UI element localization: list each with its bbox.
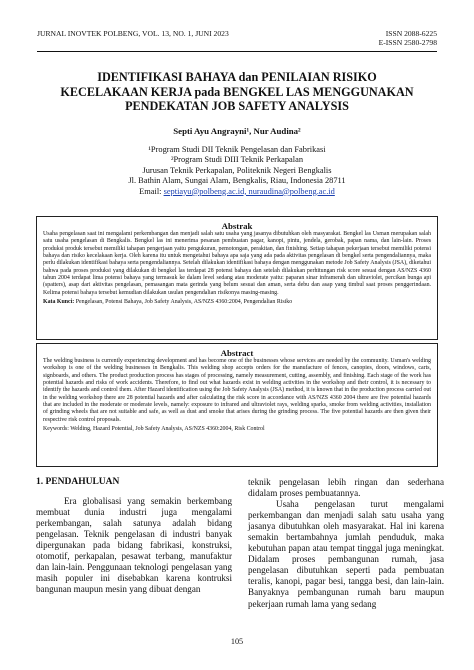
abstrak-box bbox=[36, 216, 438, 340]
kata-kunci-text: Pengelasan, Potensi Bahaya, Job Safety Analysis, AS/NZS 4360:2004, Pengendalian Risiko bbox=[75, 299, 293, 306]
abstract-body: The welding business is currently experiencing development and has become one of the businesses whose services are needed by the community. Usman's welding workshop is one of the welding businesses in Bengkalis. This welding shop accepts orders for the manufacture of fences, canopies, doors, windows, carts, signboards, and others. The product production process has stages of processing, namely measurement, cutting, assembly, and finishing. Each stage of the work has potential hazards and risks of work accidents. Therefore, to find out what hazards exist in welding activities in the workshop and their control, it is necessary to identify the hazards and control them. After Hazard identification using the Job Safety Analysis (JSA) method, it is known that in the production process carried out in the welding workshop there are 28 potential hazards and after calculating the risk score in accordance with AS/NZS 4360 2004 there are five potential hazards that are included in the moderate or moderate levels, namely: exposure to infrared and ultraviolet rays, welding sparks, smoke from welding activities, installation of grinding wheels that are not suitable and safe, as well as dust and smoke that arises during the grinding process. The five potential hazards are then given their respective risk control proposals. bbox=[43, 358, 431, 423]
email-line bbox=[30, 187, 444, 197]
keywords: Keywords: Welding, Hazard Potential, Job Safety Analysis, AS/NZS 4360:2004, Risk Control bbox=[43, 426, 265, 433]
email-link[interactable]: septiayu@polbeng.ac.id, nuraudina@polbeng.ac.id bbox=[163, 186, 335, 196]
journal-name: JURNAL INOVTEK POLBENG, VOL. 13, NO. 1, JUNI 2023 bbox=[37, 29, 229, 38]
abstract-box bbox=[36, 343, 438, 467]
abstrak-heading: Abstrak bbox=[221, 221, 253, 231]
title-line-1: IDENTIFIKASI BAHAYA dan PENILAIAN RISIKO bbox=[97, 70, 377, 84]
column-right bbox=[248, 477, 444, 610]
kata-kunci-label: Kata Kunci: bbox=[43, 299, 76, 306]
issn-online: E-ISSN 2580-2798 bbox=[378, 38, 437, 47]
intro-paragraph-2: Usaha pengelasan turut mengalami perkembangan dan menjadi salah satu usaha yang jasanya dibutuhkan oleh masyarakat. Hal ini karena semakin bertambahnya jumlah penduduk, maka kebutuhan papan atau tempat tinggal juga meningkat. Didalam proses pembangunan rumah, jasa pengelasan dibutuhkan seperti pada pembuatan teralis, kanopi, pagar besi, tangga besi, dan lain-lain. Banyaknya pembangunan rumah baru maupun pekerjaan rumah lama yang sedang bbox=[248, 499, 444, 609]
paper-title bbox=[30, 70, 444, 114]
email-label: Email: bbox=[139, 186, 164, 196]
affiliation-address: Jl. Bathin Alam, Sungai Alam, Bengkalis, Riau, Indonesia 28711 bbox=[128, 176, 346, 186]
intro-paragraph-1: Era globalisasi yang semakin berkembang membuat dunia industri juga mengalami perkembangan, salah satunya adalah bidang pengelasan. Teknik pengelasan di industri banyak dipergunakan pada bidang fabrikasi, konstruksi, otomotif, perkapalan, pesawat terbang, manufaktur dan lain-lain. Penggunaan teknologi pengelasan yang masih populer ini disebabkan karena kontruksi bangunan maupun mesin yang dibuat dengan bbox=[36, 496, 232, 595]
issn-block bbox=[379, 29, 437, 47]
header-rule bbox=[37, 51, 437, 52]
abstrak-body: Usaha pengelasan saat ini mengalami perkembangan dan menjadi salah satu usaha yang jasanya dibutuhkan oleh masyarakat. Bengkel las Usman merupakan salah satu usaha pengelasan di Bengkalis. Bengkel las ini menerima pesanan pembuatan pagar, kanopi, pintu, jendela, gerobak, papan nama, dan lain-lain. Proses produksi produk tersebut memiliki tahapan pengerjaan yaitu pengukuran, pemotongan, perakitan, dan finishing. Setiap tahapan pekerjaan tersebut memiliki potensi bahaya dan risiko kecelakaan kerja. Oleh karena itu untuk mengetahui bahaya apa saja yang ada pada aktivitas pengelasan di bengkel serta pengendaliannya, maka perlu dilakukan identifikasi bahaya serta pengendaliannya. Setelah dilakukan identifikasi bahaya dengan menggunakan metode Job Safety Analysis (JSA), diketahui bahwa pada proses produksi yang dilakukan di bengkel las terdapat 28 potensi bahaya dan setelah dilakukan perhitungan risk score sesuai dengan AS/NZS 4360 tahun 2004 terdapat lima potensi bahaya yang termasuk ke dalam level sedang atau moderate yaitu: paparan sinar inframerah dan ultraviolet, percikan bunga api (spatters), asap dari aktivitas pengelasan, pemasangan mata gerinda yang belum sesuai dan aman, serta debu dan asap yang timbul saat proses penggerindaan. Kelima potensi bahaya tersebut kemudian dilakukan usulan pengendalian risikonya masing-masing. bbox=[43, 231, 431, 296]
affiliation-1: ¹Program Studi DII Teknik Pengelasan dan Fabrikasi bbox=[148, 145, 326, 154]
column-left bbox=[36, 477, 232, 595]
abstract-heading: Abstract bbox=[220, 348, 254, 358]
kata-kunci bbox=[43, 299, 431, 306]
issn-print: ISSN 2088-6225 bbox=[385, 29, 437, 38]
author-list: Septi Ayu Angrayni¹, Nur Audina² bbox=[173, 126, 301, 136]
title-line-3: PENDEKATAN JOB SAFETY ANALYSIS bbox=[125, 99, 349, 113]
affiliation-block bbox=[30, 145, 444, 197]
page-number: 105 bbox=[230, 637, 244, 646]
affiliation-2: ²Program Studi DIII Teknik Perkapalan bbox=[170, 155, 304, 165]
affiliation-dept: Jurusan Teknik Perkapalan, Politeknik Negeri Bengkalis bbox=[142, 165, 332, 175]
title-line-2: KECELAKAAN KERJA pada BENGKEL LAS MENGGUNAKAN bbox=[60, 84, 414, 99]
intro-paragraph-cont: teknik pengelasan lebih ringan dan sederhana didalam proses pembuatannya. bbox=[248, 477, 444, 499]
section-heading-intro: 1. PENDAHULUAN bbox=[36, 477, 120, 487]
